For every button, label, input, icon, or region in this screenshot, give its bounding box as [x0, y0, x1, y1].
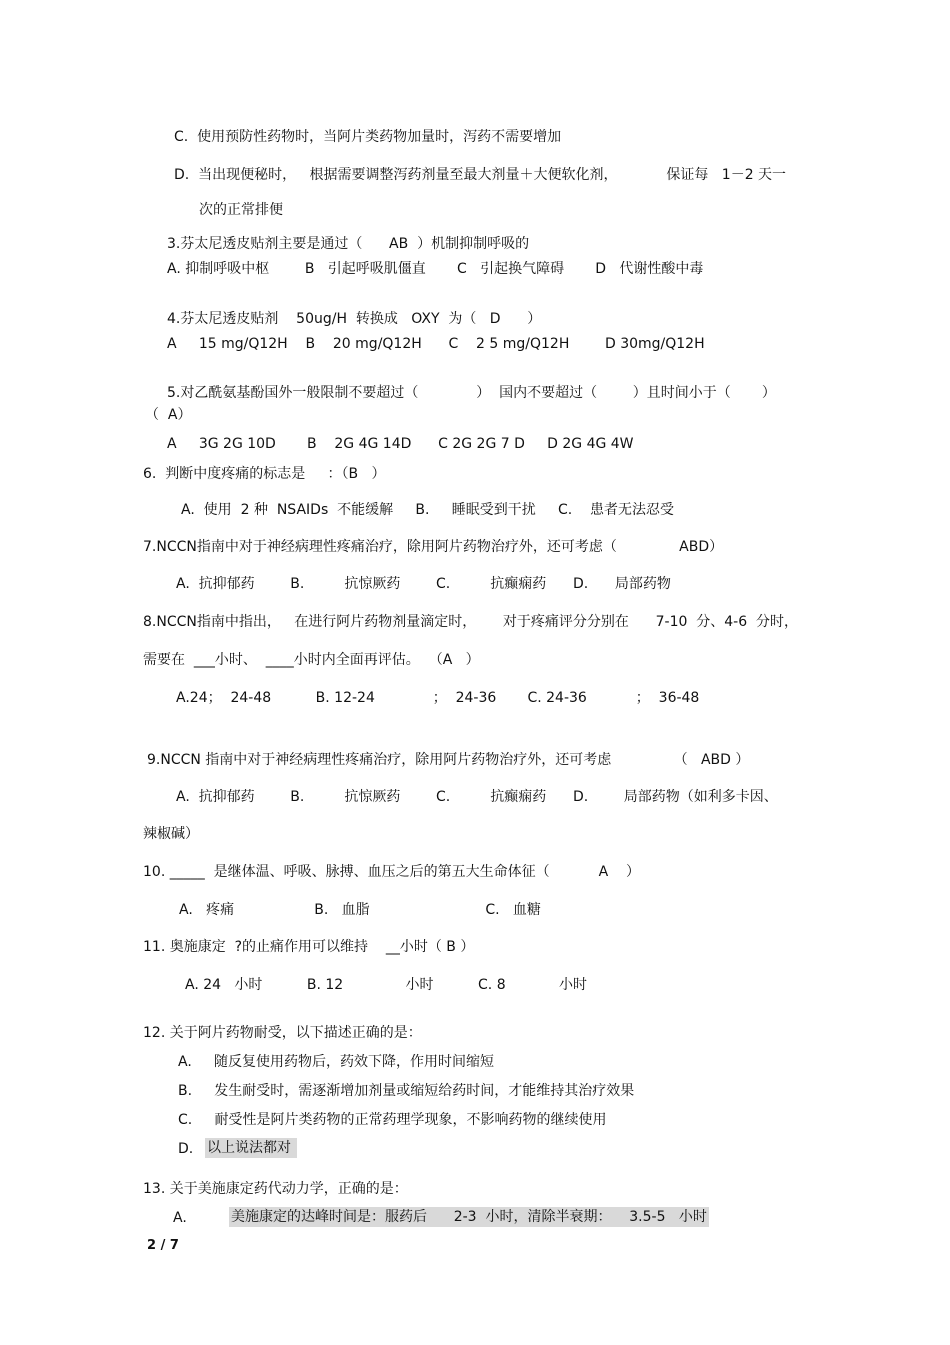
option-d-continued: 次的正常排便 — [199, 202, 283, 218]
question-5-options: A 3G 2G 10D B 2G 4G 14D C 2G 2G 7 D D 2G 4G 4W — [167, 436, 634, 452]
question-8: 8.NCCN指南中指出， 在进行阿片药物剂量滴定时， 对于疼痛评分分别在 7-10 分、4-6 分时， — [143, 614, 799, 630]
question-7-options: A. 抗抑郁药 B. 抗惊厥药 C. 抗癫痫药 D. 局部药物 — [176, 576, 671, 592]
question-3-options: A. 抑制呼吸中枢 B 引起呼吸肌僵直 C 引起换气障碍 D 代谢性酸中毒 — [167, 261, 704, 277]
question-5: 5.对乙酰氨基酚国外一般限制不要超过（ ） 国内不要超过（ ）且时间小于（ ） — [167, 385, 776, 401]
question-12-option-a: A. 随反复使用药物后，药效下降，作用时间缩短 — [178, 1054, 495, 1070]
question-10: 10. _____ 是继体温、呼吸、脉搏、血压之后的第五大生命体征（ A ） — [143, 864, 640, 880]
question-8-continued: 需要在 ___小时、 ____小时内全面再评估。 （A ） — [143, 652, 480, 668]
question-3: 3.芬太尼透皮贴剂主要是通过（ AB ）机制抑制呼吸的 — [167, 236, 530, 252]
question-4-options: A 15 mg/Q12H B 20 mg/Q12H C 2 5 mg/Q12H D 30mg/Q12H — [167, 336, 705, 352]
question-6: 6. 判断中度疼痛的标志是 ：（B ） — [143, 466, 386, 482]
question-5-answer: （ A） — [145, 407, 192, 423]
question-11-options: A. 24 小时 B. 12 小时 C. 8 小时 — [185, 977, 588, 993]
question-12: 12. 关于阿片药物耐受，以下描述正确的是： — [143, 1025, 422, 1041]
question-11: 11. 奥施康定 ?的止痛作用可以维持 __小时（ B ） — [143, 939, 475, 955]
option-c-laxative: C. 使用预防性药物时，当阿片类药物加量时，泻药不需要增加 — [174, 129, 562, 145]
question-13-option-a-text: 美施康定的达峰时间是：服药后 2-3 小时，清除半衰期： 3.5-5 小时 — [231, 1209, 707, 1225]
question-9-options: A. 抗抑郁药 B. 抗惊厥药 C. 抗癫痫药 D. 局部药物（如利多卡因、 — [176, 789, 778, 805]
option-d-constipation: D. 当出现便秘时， 根据需要调整泻药剂量至最大剂量＋大便软化剂， 保证每 1－2 天一 — [174, 167, 787, 183]
question-9: 9.NCCN 指南中对于神经病理性疼痛治疗，除用阿片药物治疗外，还可考虑 （ ABD ） — [147, 752, 750, 768]
question-12-option-c: C. 耐受性是阿片类药物的正常药理学现象，不影响药物的继续使用 — [178, 1112, 607, 1128]
question-8-options: A.24； 24-48 B. 12-24 ； 24-36 C. 24-36 ； 36-48 — [176, 690, 700, 706]
question-7: 7.NCCN指南中对于神经病理性疼痛治疗，除用阿片药物治疗外，还可考虑（ ABD） — [143, 539, 724, 555]
question-10-options: A. 疼痛 B. 血脂 C. 血糖 — [179, 902, 541, 918]
question-4: 4.芬太尼透皮贴剂 50ug/H 转换成 OXY 为（ D ） — [167, 311, 542, 327]
question-12-option-d-label: D. — [178, 1141, 194, 1157]
question-12-option-d-text: 以上说法都对 — [205, 1138, 297, 1158]
page-number: 2 / 7 — [147, 1238, 179, 1253]
question-9-options-continued: 辣椒碱） — [143, 826, 199, 842]
question-12-option-b: B. 发生耐受时，需逐渐增加剂量或缩短给药时间，才能维持其治疗效果 — [178, 1083, 635, 1099]
question-6-options: A. 使用 2 种 NSAIDs 不能缓解 B. 睡眠受到干扰 C. 患者无法忍受 — [181, 502, 674, 518]
question-13-option-a-label: A. — [173, 1210, 187, 1226]
question-13: 13. 关于美施康定药代动力学，正确的是： — [143, 1181, 408, 1197]
